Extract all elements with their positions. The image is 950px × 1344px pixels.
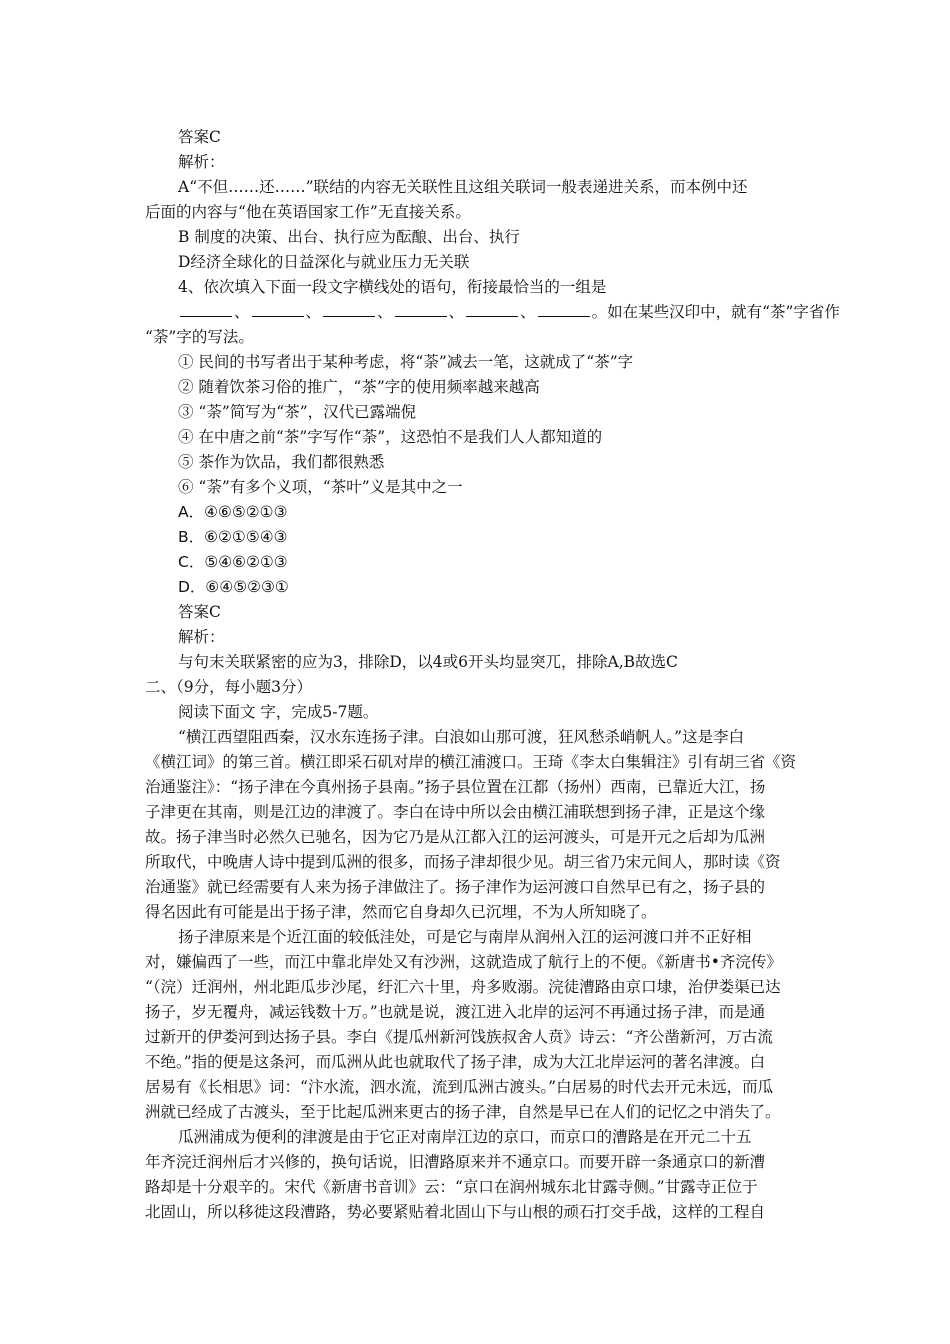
p2-line: 居易有《长相思》词：“汴水流，泗水流，流到瓜洲古渡头。”白居易的时代去开元未远，而瓜 — [145, 1078, 774, 1096]
p1-line: “横江西望阻西秦，汉水东连扬子津。白浪如山那可渡，狂风愁杀峭帆人。”这是李白 — [178, 728, 745, 746]
p1-line: 故。扬子津当时必然久已驰名，因为它乃是从江都入江的运河渡头，可是开元之后却为瓜洲 — [145, 828, 766, 846]
q4-analysis-label: 解析： — [178, 628, 225, 646]
q3-analysis-b: B 制度的决策、出台、执行应为酝酿、出台、执行 — [178, 228, 520, 246]
p1-line: 子津更在其南，则是江边的津渡了。李白在诗中所以会由横江浦联想到扬子津，正是这个缘 — [145, 803, 766, 821]
q3-analysis-a-line2: 后面的内容与“他在英语国家工作”无直接关系。 — [145, 203, 471, 221]
p1-line: 治通鉴注》：“扬子津在今真州扬子县南。”扬子县位置在江都（扬州）西南，已靠近大江，扬 — [145, 778, 766, 796]
q3-analysis-a-line1: A“不但……还……”联结的内容无关联性且这组关联词一般表递进关系，而本例中还 — [178, 178, 748, 196]
p2-line: 过新开的伊娄河到达扬子县。李白《提瓜州新河饯族叔舍人贲》诗云：“齐公凿新河，万古流 — [145, 1028, 773, 1046]
p2-line: 对，嫌偏西了一些，而江中靠北岸处又有沙洲，这就造成了航行上的不便。《新唐书•齐浣传》 — [145, 953, 782, 971]
p1-line: 《横江词》的第三首。横江即采石矶对岸的横江浦渡口。王琦《李太白集辑注》引有胡三省《资 — [145, 753, 797, 771]
q4-option-a: A．④⑥⑤②①③ — [178, 503, 288, 521]
blank-separator: 、 — [234, 303, 250, 321]
q4-item-2: ② 随着饮茶习俗的推广，“茶”字的使用频率越来越高 — [178, 378, 540, 396]
q4-line-tail: 。如在某些汉印中，就有“茶”字省作 — [591, 303, 840, 321]
q4-item-3: ③ “荼”简写为“茶”，汉代已露端倪 — [178, 403, 417, 421]
q4-line2: “荼”字的写法。 — [145, 328, 254, 346]
q4-analysis: 与句末关联紧密的应为3，排除D，以4或6开头均显突兀，排除A,B故选C — [178, 653, 678, 671]
p3-line: 年齐浣迁润州后才兴修的，换句话说，旧漕路原来并不通京口。而要开辟一条通京口的新漕 — [145, 1153, 766, 1171]
q4-option-c: C．⑤④⑥②①③ — [178, 553, 288, 571]
p2-line: 洲就已经成了古渡头，至于比起瓜洲来更古的扬子津，自然是早已在人们的记忆之中消失了。 — [145, 1103, 781, 1121]
section-instruction: 阅读下面文 字，完成5-7题。 — [178, 703, 379, 721]
q4-item-1: ① 民间的书写者出于某种考虑，将“荼”减去一笔，这就成了“茶”字 — [178, 353, 634, 371]
q4-blank-line — [178, 300, 843, 325]
q3-answer: 答案C — [178, 128, 221, 146]
q4-option-d: D．⑥④⑤②③① — [178, 578, 289, 596]
blank-6[interactable] — [538, 302, 590, 317]
q4-item-6: ⑥ “荼”有多个义项，“茶叶”义是其中之一 — [178, 478, 463, 496]
blank-separator: 、 — [448, 303, 465, 321]
q3-analysis-d: D经济全球化的日益深化与就业压力无关联 — [178, 253, 470, 271]
p1-line: 得名因此有可能是出于扬子津，然而它自身却久已沉埋，不为人所知晓了。 — [145, 903, 657, 921]
p3-line: 路却是十分艰辛的。宋代《新唐书音训》云：“京口在润州城东北甘露寺侧。”甘露寺正位于 — [145, 1178, 758, 1196]
blank-1[interactable] — [180, 302, 232, 317]
p3-line: 瓜洲浦成为便利的津渡是由于它正对南岸江边的京口，而京口的漕路是在开元二十五 — [178, 1128, 752, 1146]
q3-analysis-label: 解析： — [178, 153, 225, 171]
p2-line: 不绝。”指的便是这条河，而瓜洲从此也就取代了扬子津，成为大江北岸运河的著名津渡。白 — [145, 1053, 766, 1071]
blank-separator: 、 — [305, 303, 322, 321]
blank-2[interactable] — [252, 302, 304, 317]
q4-option-b: B．⑥②①⑤④③ — [178, 528, 288, 546]
blank-4[interactable] — [395, 302, 447, 317]
p1-line: 所取代，中晚唐人诗中提到瓜洲的很多，而扬子津却很少见。胡三省乃宋元间人，那时读《资 — [145, 853, 781, 871]
blank-3[interactable] — [323, 302, 375, 317]
blank-5[interactable] — [466, 302, 518, 317]
p1-line: 治通鉴》就已经需要有人来为扬子津做注了。扬子津作为运河渡口自然早已有之，扬子县的 — [145, 878, 766, 896]
p2-line: 扬子津原来是个近江面的较低洼处，可是它与南岸从润州入江的运河渡口并不正好相 — [178, 928, 752, 946]
q4-answer: 答案C — [178, 603, 221, 621]
p2-line: 扬子，岁无覆舟，减运钱数十万。”也就是说，渡江进入北岸的运河不再通过扬子津，而是通 — [145, 1003, 766, 1021]
q4-item-4: ④ 在中唐之前“茶”字写作“荼”，这恐怕不是我们人人都知道的 — [178, 428, 603, 446]
p2-line: “（浣）迁润州，州北距瓜步沙尾，纡汇六十里，舟多败溺。浣徒漕路由京口埭，治伊娄渠已达 — [145, 978, 781, 996]
q4-item-5: ⑤ 茶作为饮品，我们都很熟悉 — [178, 453, 385, 471]
p3-line: 北固山，所以移徙这段漕路，势必要紧贴着北固山下与山根的顽石打交手战，这样的工程自 — [145, 1203, 766, 1221]
q4-stem: 4、依次填入下面一段文字横线处的语句，衔接最恰当的一组是 — [178, 278, 607, 296]
blank-separator: 、 — [377, 303, 393, 321]
blank-separator: 、 — [520, 303, 536, 321]
section-heading: 二、（9分，每小题3分） — [145, 678, 312, 696]
